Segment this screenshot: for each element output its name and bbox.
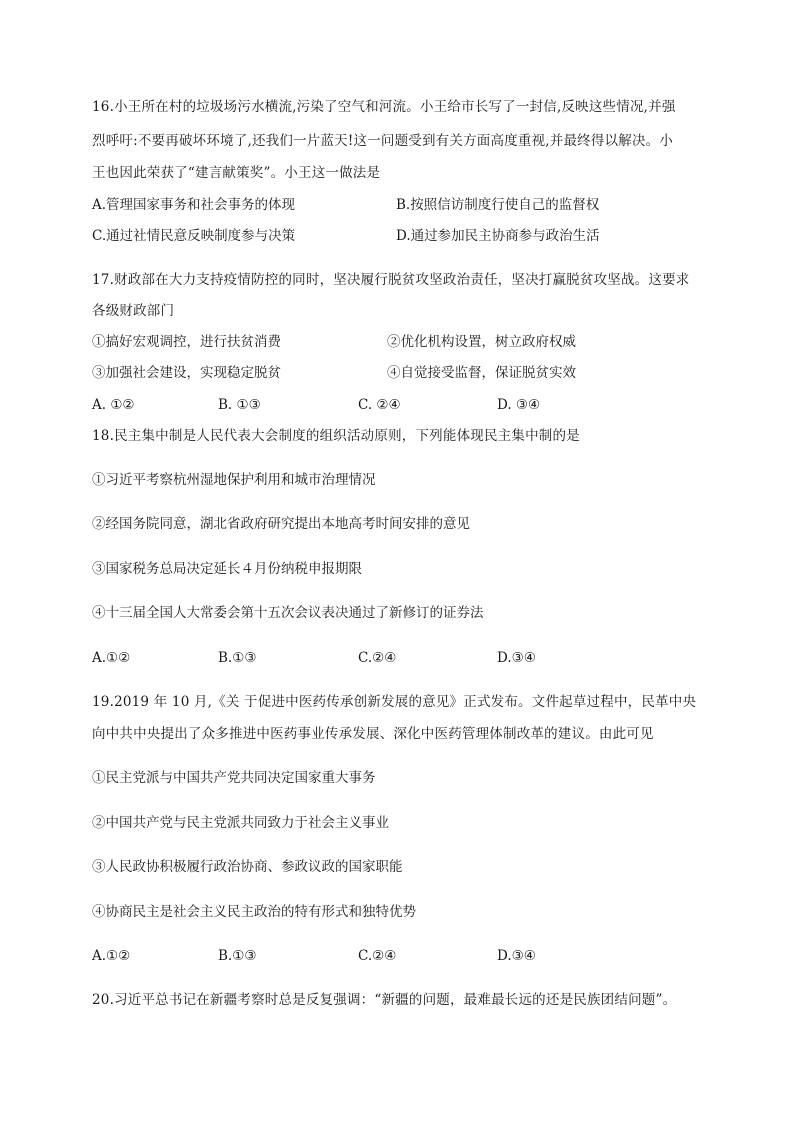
q17-item-1: ①搞好宏观调控，进行扶贫消费 — [92, 334, 281, 350]
q18-option-a: A.①② — [92, 650, 131, 666]
q17-item-4: ④自觉接受监督，保证脱贫实效 — [387, 365, 576, 381]
q19-option-c: C.②④ — [358, 948, 397, 964]
q19-stem-line-2: 向中共中央提出了众多推进中医药事业传承发展、深化中医药管理体制改革的建议。由此可见 — [92, 726, 654, 742]
q16-stem-line-3: 王也因此荣获了“建言献策奖”。小王这一做法是 — [92, 165, 381, 181]
q17-item-2: ②优化机构设置，树立政府权威 — [387, 334, 576, 350]
q16-stem-line-1: 16.小王所在村的垃圾场污水横流,污染了空气和河流。小王给市长写了一封信,反映这些情况,并强 — [92, 99, 676, 115]
q17-option-a: A. ①② — [92, 397, 135, 413]
q18-item-2: ②经国务院同意，湖北省政府研究提出本地高考时间安排的意见 — [92, 516, 470, 532]
q17-option-c: C. ②④ — [358, 397, 401, 413]
q18-option-d: D.③④ — [497, 650, 536, 666]
q19-option-d: D.③④ — [497, 948, 536, 964]
q17-item-3: ③加强社会建设，实现稳定脱贫 — [92, 365, 281, 381]
q18-stem-line-1: 18.民主集中制是人民代表大会制度的组织活动原则，下列能体现民主集中制的是 — [92, 428, 580, 444]
q20-stem-line-1: 20.习近平总书记在新疆考察时总是反复强调：“新疆的问题，最难最长远的还是民族团结问题”。 — [92, 992, 677, 1008]
q19-item-4: ④协商民主是社会主义民主政治的特有形式和独特优势 — [92, 904, 416, 920]
q19-item-2: ②中国共产党与民主党派共同致力于社会主义事业 — [92, 815, 389, 831]
q17-stem-line-2: 各级财政部门 — [92, 303, 175, 319]
q18-item-3: ③国家税务总局决定延长４月份纳税申报期限 — [92, 561, 362, 577]
q18-option-b: B.①③ — [218, 650, 257, 666]
q16-option-b: B.按照信访制度行使自己的监督权 — [396, 197, 600, 213]
q19-item-3: ③人民政协积极履行政治协商、参政议政的国家职能 — [92, 859, 403, 875]
q17-stem-line-1: 17.财政部在大力支持疫情防控的同时，坚决履行脱贫攻坚政治责任，坚决打赢脱贫攻坚战。这要求 — [92, 272, 690, 288]
q16-option-d: D.通过参加民主协商参与政治生活 — [396, 228, 600, 244]
q19-stem-line-1: 19.2019 年 10 月,《关 于促进中医药传承创新发展的意见》正式发布。文件起草过程中，民革中央 — [92, 694, 697, 710]
q16-option-a: A.管理国家事务和社会事务的体现 — [92, 197, 296, 213]
q17-option-d: D. ③④ — [497, 397, 541, 413]
q18-item-4: ④十三届全国人大常委会第十五次会议表决通过了新修订的证券法 — [92, 605, 484, 621]
q19-item-1: ①民主党派与中国共产党共同决定国家重大事务 — [92, 770, 376, 786]
q19-option-b: B.①③ — [218, 948, 257, 964]
q16-option-c: C.通过社情民意反映制度参与决策 — [92, 228, 296, 244]
q16-stem-line-2: 烈呼吁:不要再破坏环境了,还我们一片蓝天!这一问题受到有关方面高度重视,并最终得以解决。小 — [92, 133, 674, 149]
q17-option-b: B. ①③ — [218, 397, 261, 413]
q18-item-1: ①习近平考察杭州湿地保护利用和城市治理情况 — [92, 472, 376, 488]
q19-option-a: A.①② — [92, 948, 131, 964]
q18-option-c: C.②④ — [358, 650, 397, 666]
